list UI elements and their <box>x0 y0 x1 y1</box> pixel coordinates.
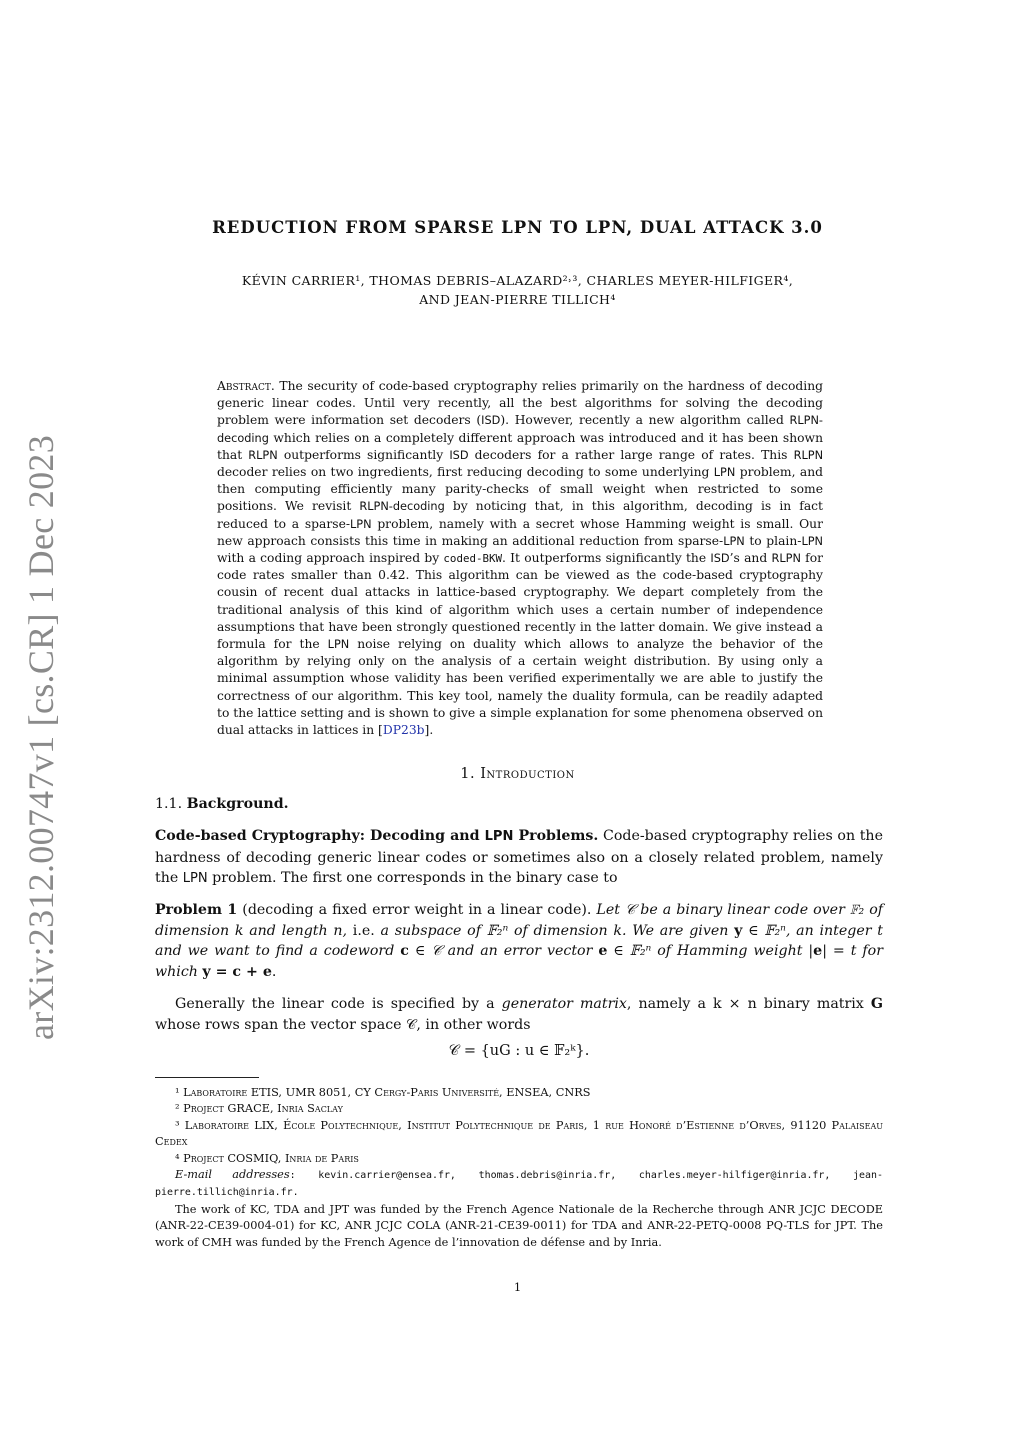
authors-line-2: AND JEAN-PIERRE TILLICH⁴ <box>419 292 616 307</box>
problem-vector: y <box>734 922 743 939</box>
paragraph-heading: Code-based Cryptography: Decoding and <box>155 828 485 844</box>
problem-text: ∈ 𝔽₂ⁿ, an integer t and we want to find a codeword <box>155 922 883 959</box>
abstract-term: LPN <box>801 534 824 548</box>
subsection-title: Background. <box>186 796 289 812</box>
abstract-text: for code rates smaller than 0.42. This algorithm can be viewed as the code-based cryptography cousin of recent dual attacks in lattice-based cryptography. We depart completely from the traditional analysis of this kind of algorithm which uses a certain number of independence assumptions that have been strongly questioned recently in the latter domain. We give instead a formula for the <box>217 551 823 652</box>
footnote-1: ¹ Laboratoire ETIS, UMR 8051, CY Cergy-Paris Université, ENSEA, CNRS <box>175 1086 591 1099</box>
footnote-rule <box>155 1077 259 1078</box>
problem-text: ∈ 𝒞 and an error vector <box>408 943 599 959</box>
footnote-3: ³ Laboratoire LIX, École Polytechnique, Institut Polytechnique de Paris, 1 rue Honoré d’Estienne d’Orves, 91120 Palaiseau Cedex <box>155 1118 883 1149</box>
problem-subtitle: (decoding a fixed error weight in a linear code). <box>237 902 592 918</box>
abstract-term: RLPN-decoding <box>359 500 445 514</box>
problem-text: a subspace of 𝔽₂ⁿ of dimension k. We are given <box>374 922 735 939</box>
abstract-term: coded-BKW <box>443 552 503 566</box>
problem-statement <box>155 900 883 982</box>
problem-text: Let 𝒞 be a binary linear code over 𝔽₂ of dimension k and length n, <box>155 902 884 939</box>
paragraph-text: , namely a k × n binary matrix <box>626 996 871 1012</box>
footnote-4: ⁴ Project COSMIQ, Inria de Paris <box>175 1151 359 1165</box>
arxiv-margin-stamp <box>18 434 64 1040</box>
abstract-text: which relies on a completely different approach was introduced and it has been shown that <box>217 430 823 462</box>
section-heading: 1. Introduction <box>460 766 575 782</box>
paper-title: REDUCTION FROM SPARSE LPN TO LPN, DUAL ATTACK 3.0 <box>212 218 823 237</box>
abstract-text: The security of code-based cryptography relies primarily on the hardness of decoding generic linear codes. Until very recently, all the best algorithms for solving the decoding problem were information set decoders ( <box>217 379 823 428</box>
abstract-text: ’s and <box>729 551 772 566</box>
paragraph-heading-term: LPN <box>484 829 514 844</box>
problem-label: Problem 1 <box>155 902 238 918</box>
abstract-text: problem, and then computing efficiently many parity-checks of small weight when restricted to some positions. We revisit <box>217 465 823 514</box>
abstract-text: to plain- <box>744 533 802 548</box>
problem-equation: y = c + e <box>202 963 272 980</box>
abstract-term: LPN <box>723 534 745 548</box>
paragraph-generator <box>155 994 883 1035</box>
abstract-term: ISD <box>449 448 469 462</box>
abstract-term: LPN <box>350 517 372 531</box>
abstract-label: Abstract. <box>217 379 275 393</box>
page-number: 1 <box>513 1280 522 1294</box>
email-list: : kevin.carrier@ensea.fr, thomas.debris@inria.fr, charles.meyer-hilfiger@inria.fr, jean-pierre.tillich@inria.fr. <box>155 1170 883 1199</box>
problem-vector: c <box>400 943 409 959</box>
footnotes <box>155 1085 883 1251</box>
paragraph-text: whose rows span the vector space 𝒞, in other words <box>155 1016 531 1033</box>
abstract-text: by noticing that, in this algorithm, decoding is in fact reduced to a sparse- <box>217 499 824 531</box>
abstract <box>217 378 823 739</box>
email-addresses <box>155 1167 883 1202</box>
abstract-text: problem, namely with a secret whose Hamming weight is small. Our new approach consists this time in making an additional reduction from sparse- <box>217 516 823 548</box>
email-label: E-mail addresses <box>175 1168 290 1182</box>
problem-text: i.e. <box>347 922 375 939</box>
paragraph-term: generator matrix <box>501 996 627 1012</box>
paragraph-text: problem. The first one corresponds in the binary case to <box>207 870 618 886</box>
problem-vector: e <box>598 943 608 959</box>
abstract-text: decoder relies on two ingredients, first reducing decoding to some underlying <box>217 465 714 480</box>
paragraph-term: LPN <box>182 871 208 886</box>
abstract-text: noise relying on duality which allows to analyze the behavior of the algorithm by relying only on the analysis of a certain weight distribution. By using only a minimal assumption whose validity has been verified experimentally we are able to justify the correctness of our algorithm. This key tool, namely the duality formula, can be readily adapted to the lattice setting and is shown to give a simple explanation for some phenomena observed on dual attacks in lattices in [ <box>217 637 823 738</box>
author-list <box>150 271 885 309</box>
abstract-text: decoders for a rather large range of rates. This <box>468 447 794 462</box>
authors-line-1: KÉVIN CARRIER¹, THOMAS DEBRIS–ALAZARD²˒³, CHARLES MEYER-HILFIGER⁴, <box>241 273 794 288</box>
abstract-text: ]. <box>424 723 434 738</box>
citation-link[interactable]: DP23b <box>382 723 425 738</box>
footnote-2: ² Project GRACE, Inria Saclay <box>175 1102 343 1116</box>
abstract-text: ). However, recently a new algorithm called <box>500 413 790 428</box>
subsection-number: 1.1. <box>155 796 183 812</box>
abstract-term: RLPN <box>248 448 278 462</box>
abstract-term: LPN <box>327 638 350 652</box>
abstract-term: ISD <box>710 552 730 566</box>
display-equation: 𝒞 = {uG : u ∈ 𝔽₂ᵏ}. <box>448 1043 590 1059</box>
subsection-heading <box>155 794 883 815</box>
paragraph-text: Code-based cryptography relies on the hardness of decoding generic linear codes or sometimes also on a closely related problem, namely the <box>155 828 883 886</box>
abstract-term: ISD <box>481 414 501 428</box>
paragraph-intro <box>155 826 883 890</box>
abstract-text: outperforms significantly <box>277 447 450 462</box>
abstract-term: RLPN <box>771 552 801 566</box>
abstract-term: RLPN-decoding <box>217 414 823 445</box>
problem-text: . <box>271 963 277 980</box>
paragraph-heading: Problems. <box>513 828 599 844</box>
abstract-text: with a coding approach inspired by <box>217 551 444 566</box>
problem-text: | = t for which <box>155 943 883 980</box>
abstract-text: . It outperforms significantly the <box>502 551 711 566</box>
arxiv-id: arXiv:2312.00747v1 [cs.CR] 1 Dec 2023 <box>21 434 61 1040</box>
paragraph-matrix: G <box>870 996 883 1012</box>
paragraph-text: Generally the linear code is specified by a <box>175 996 502 1012</box>
abstract-term: RLPN <box>793 448 824 462</box>
funding-note: The work of KC, TDA and JPT was funded by the French Agence Nationale de la Recherche through ANR JCJC DECODE (ANR-22-CE39-0004-01) for KC, ANR JCJC COLA (ANR-21-CE39-0011) for TDA and ANR-22-PETQ-0008 PQ-TLS for JPT. The work of CMH was funded by the French Agence de l’innovation de défense and by Inria. <box>155 1202 883 1249</box>
problem-text: ∈ 𝔽₂ⁿ of Hamming weight | <box>607 943 814 959</box>
abstract-term: LPN <box>713 466 736 480</box>
problem-vector: e <box>813 943 823 959</box>
